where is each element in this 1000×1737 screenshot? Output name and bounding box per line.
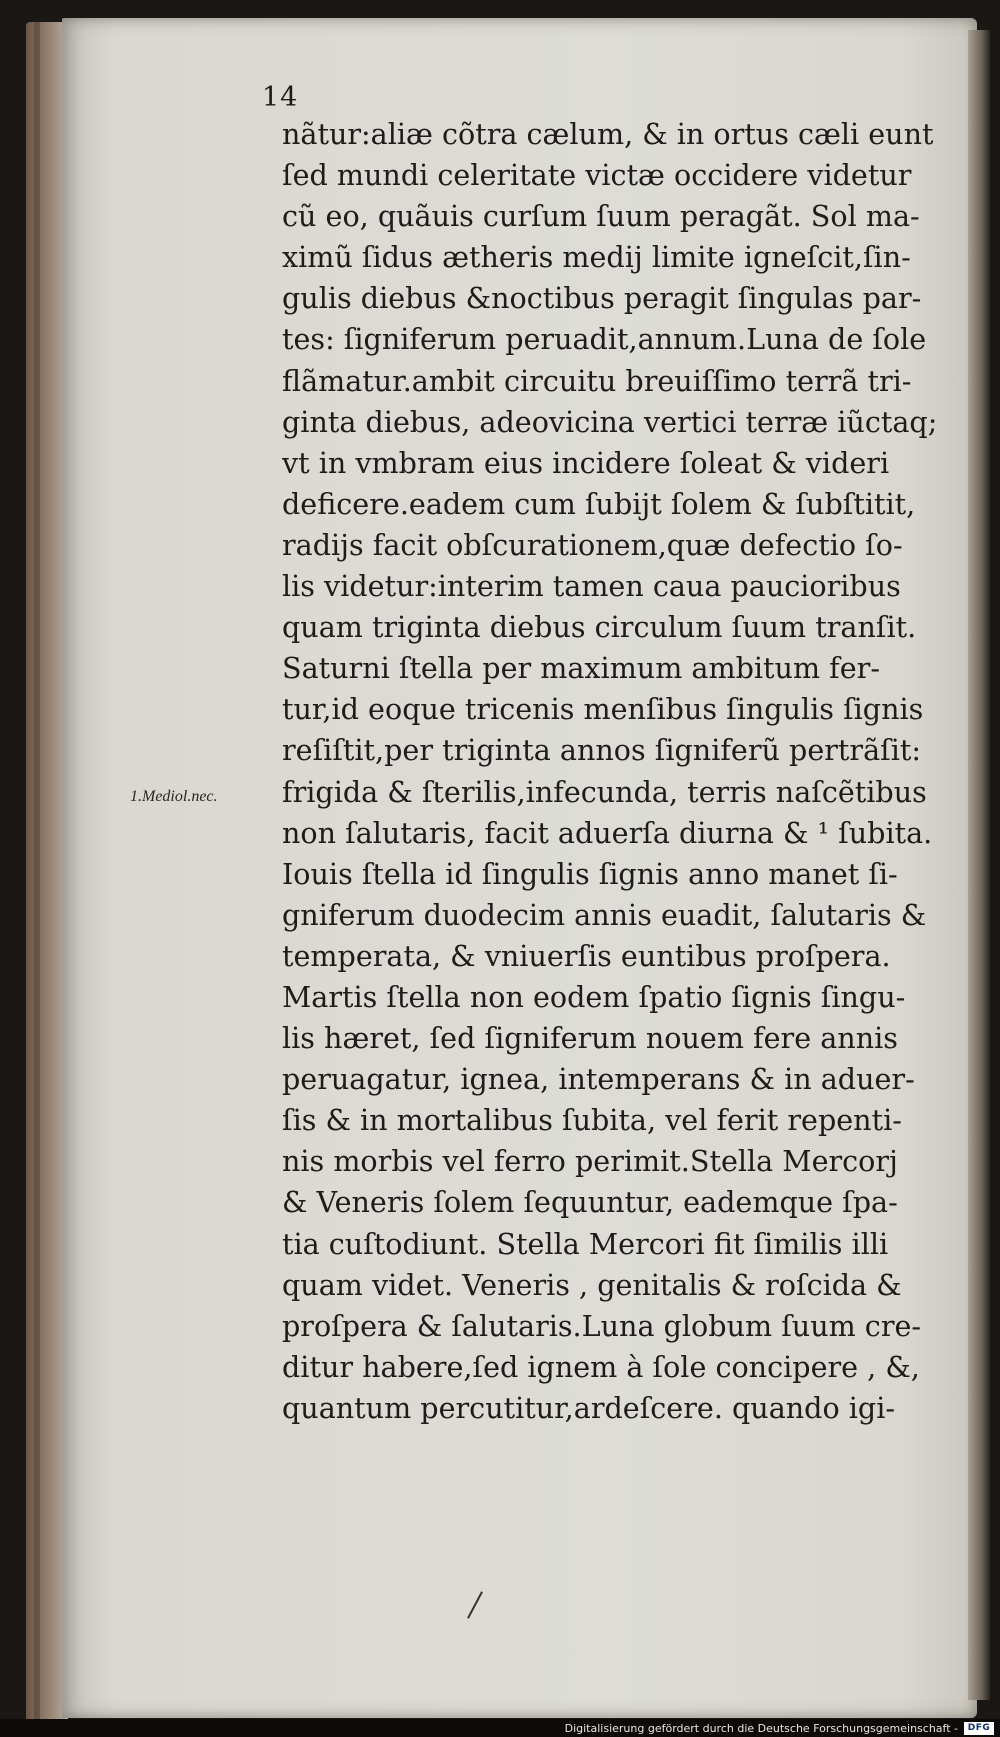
text-line: Saturni ſtella per maximum ambitum fer-: [282, 651, 880, 686]
text-line: frigida & ſterilis,infecunda, terris naſcẽtibus: [282, 774, 927, 809]
text-line: ginta diebus, adeovicina vertici terræ iũctaq;: [282, 404, 938, 439]
text-line: ditur habere,ſed ignem à ſole concipere , &,: [282, 1349, 920, 1384]
text-line: reſiſtit,per triginta annos ſigniferũ pertrãſit:: [282, 733, 921, 768]
text-line: Martis ſtella non eodem ſpatio ſignis ſingu-: [282, 979, 906, 1014]
text-line: temperata, & vniuerſis euntibus proſpera.: [282, 938, 891, 973]
text-line: quam videt. Veneris , genitalis & roſcida &: [282, 1267, 902, 1302]
text-line: Iouis ſtella id ſingulis ſignis anno manet ſi-: [282, 856, 898, 891]
text-line: radijs facit obſcurationem,quæ defectio ſo-: [282, 527, 903, 562]
text-line: tes: ſigniferum peruadit,annum.Luna de ſole: [282, 322, 927, 357]
text-line: gulis diebus &noctibus peragit ſingulas par-: [282, 281, 922, 316]
text-line: quantum percutitur,ardeſcere. quando igi-: [282, 1390, 896, 1425]
text-line: ſis & in mortalibus ſubita, vel ferit repenti-: [282, 1103, 902, 1138]
marginal-note: 1.Mediol.nec.: [130, 788, 218, 805]
text-line: nãtur:aliæ cõtra cælum, & in ortus cæli eunt: [282, 117, 934, 151]
text-line: lis hæret, ſed ſigniferum nouem fere annis: [282, 1021, 898, 1056]
text-line: proſpera & ſalutaris.Luna globum ſuum cre-: [282, 1308, 922, 1343]
text-line: deficere.eadem cum ſubijt ſolem & ſubſtitit,: [282, 486, 916, 521]
text-line: & Veneris ſolem ſequuntur, eademque ſpa-: [282, 1185, 898, 1220]
text-line: tia cuſtodiunt. Stella Mercori fit ſimilis illi: [282, 1226, 889, 1261]
text-line: quam triginta diebus circulum ſuum tranſit.: [282, 610, 917, 645]
text-line: ſed mundi celeritate victæ occidere videtur: [282, 158, 912, 193]
text-line: non ſalutaris, facit aduerſa diurna & ¹ ſubita.: [282, 815, 933, 850]
text-line: gniferum duodecim annis euadit, ſalutaris &: [282, 897, 927, 932]
text-line: flãmatur.ambit circuitu breuiſſimo terrã tri-: [282, 363, 912, 398]
text-line: cũ eo, quãuis curſum ſuum peragãt. Sol ma-: [282, 199, 920, 234]
text-line: lis videtur:interim tamen caua paucioribus: [282, 569, 901, 604]
text-line: peruagatur, ignea, intemperans & in aduer-: [282, 1062, 915, 1097]
text-line: vt in vmbram eius incidere ſoleat & videri: [282, 445, 890, 480]
text-line: tur,id eoque tricenis menſibus ſingulis ſignis: [282, 692, 924, 727]
text-line: ximũ ſidus ætheris medij limite igneſcit,ſin-: [282, 240, 911, 275]
funding-credit: Digitalisierung gefördert durch die Deutsche Forschungsgemeinschaft -: [564, 1722, 958, 1735]
digitization-footer: [0, 1719, 1000, 1737]
body-text: [282, 114, 942, 1429]
page-number: 14: [262, 82, 299, 113]
dfg-logo: DFG: [964, 1722, 994, 1735]
text-line: nis morbis vel ferro perimit.Stella Mercorj: [282, 1144, 898, 1179]
page-edge-right: [968, 30, 990, 1700]
